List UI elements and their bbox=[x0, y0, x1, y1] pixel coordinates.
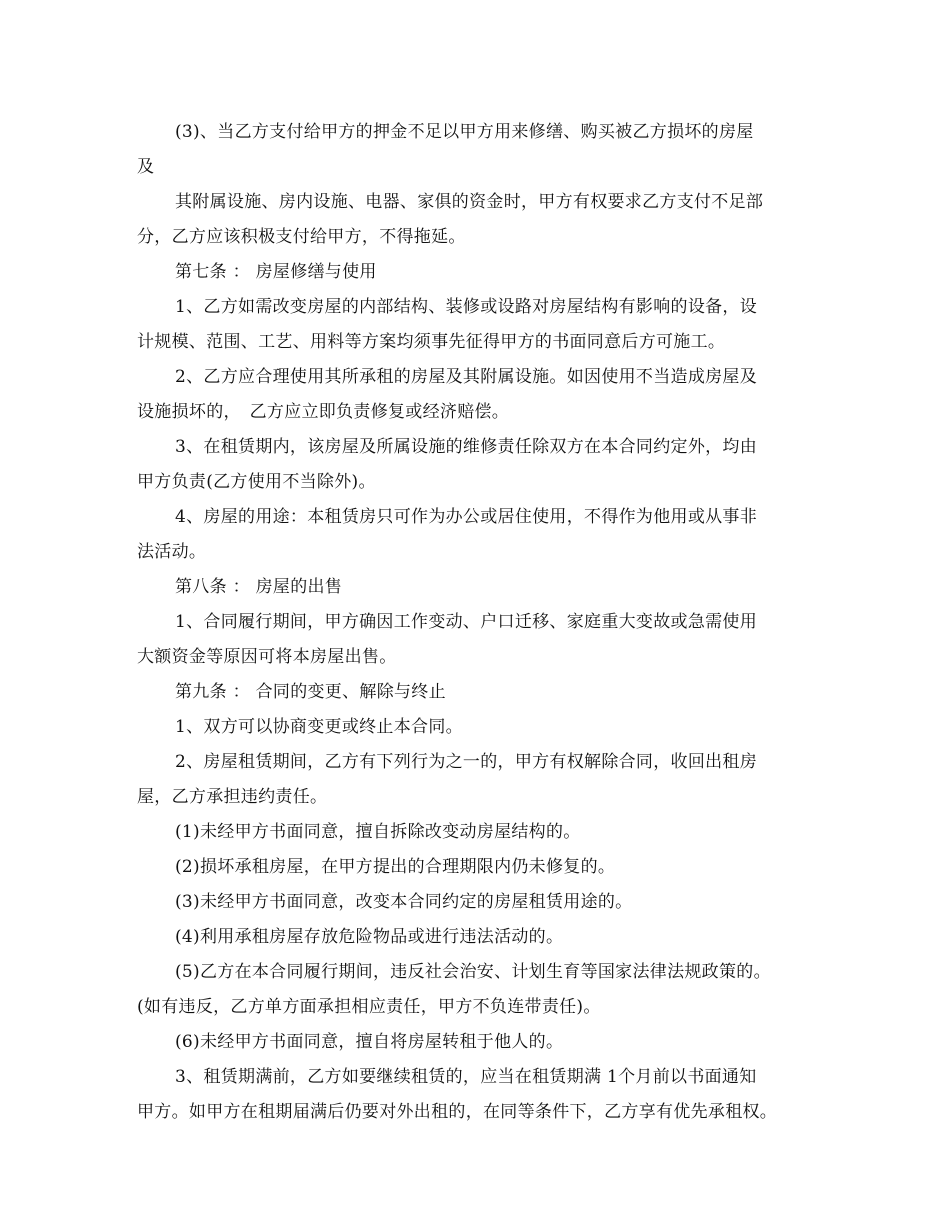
section-heading: 第七条 ： 房屋修缮与使用 bbox=[175, 262, 377, 282]
text-line: 1、乙方如需改变房屋的内部结构、装修或设路对房屋结构有影响的设备，设 bbox=[175, 297, 758, 317]
list-item: (6)未经甲方书面同意，擅自将房屋转租于他人的。 bbox=[175, 1032, 564, 1052]
section-heading: 第九条 ： 合同的变更、解除与终止 bbox=[175, 682, 446, 702]
text-line: 甲方负责(乙方使用不当除外)。 bbox=[137, 472, 376, 492]
text-line: 甲方。如甲方在租期届满后仍要对外出租的，在同等条件下，乙方享有优先承租权。 bbox=[137, 1102, 778, 1122]
text-line: 2、乙方应合理使用其所承租的房屋及其附属设施。如因使用不当造成房屋及 bbox=[175, 367, 758, 387]
text-line: 分，乙方应该积极支付给甲方，不得拖延。 bbox=[137, 227, 466, 247]
text-line: 其附属设施、房内设施、电器、家俱的资金时，甲方有权要求乙方支付不足部 bbox=[175, 192, 764, 212]
text-line: 计规模、范围、工艺、用料等方案均须事先征得甲方的书面同意后方可施工。 bbox=[137, 332, 726, 352]
text-line: 3、租赁期满前，乙方如要继续租赁的，应当在租赁期满 1个月前以书面通知 bbox=[175, 1067, 757, 1087]
text-line: 1、合同履行期间，甲方确因工作变动、户口迁移、家庭重大变故或急需使用 bbox=[175, 612, 758, 632]
text-line: 3、在租赁期内，该房屋及所属设施的维修责任除双方在本合同约定外，均由 bbox=[175, 437, 758, 457]
text-line: 大额资金等原因可将本房屋出售。 bbox=[137, 647, 397, 667]
text-line: 2、房屋租赁期间，乙方有下列行为之一的，甲方有权解除合同，收回出租房 bbox=[175, 752, 758, 772]
text-line: 4、房屋的用途：本租赁房只可作为办公或居住使用，不得作为他用或从事非 bbox=[175, 507, 758, 527]
text-line: 设施损坏的， 乙方应立即负责修复或经济赔偿。 bbox=[137, 402, 510, 422]
text-line: 及 bbox=[137, 157, 155, 177]
text-line: (3)、当乙方支付给甲方的押金不足以甲方用来修缮、购买被乙方损坏的房屋 bbox=[175, 122, 754, 142]
text-line: 屋，乙方承担违约责任。 bbox=[137, 787, 328, 807]
list-item: (2)损坏承租房屋，在甲方提出的合理期限内仍未修复的。 bbox=[175, 857, 616, 877]
list-item: (3)未经甲方书面同意，改变本合同约定的房屋租赁用途的。 bbox=[175, 892, 633, 912]
text-line: (如有违反，乙方单方面承担相应责任，甲方不负连带责任)。 bbox=[137, 997, 601, 1017]
list-item: (1)未经甲方书面同意，擅自拆除改变动房屋结构的。 bbox=[175, 822, 581, 842]
list-item: (4)利用承租房屋存放危险物品或进行违法活动的。 bbox=[175, 927, 564, 947]
text-line: 1、双方可以协商变更或终止本合同。 bbox=[175, 717, 463, 737]
text-line: 法活动。 bbox=[137, 542, 207, 562]
list-item: (5)乙方在本合同履行期间，违反社会治安、计划生育等国家法律法规政策的。 bbox=[175, 962, 771, 982]
section-heading: 第八条 ： 房屋的出售 bbox=[175, 577, 343, 597]
